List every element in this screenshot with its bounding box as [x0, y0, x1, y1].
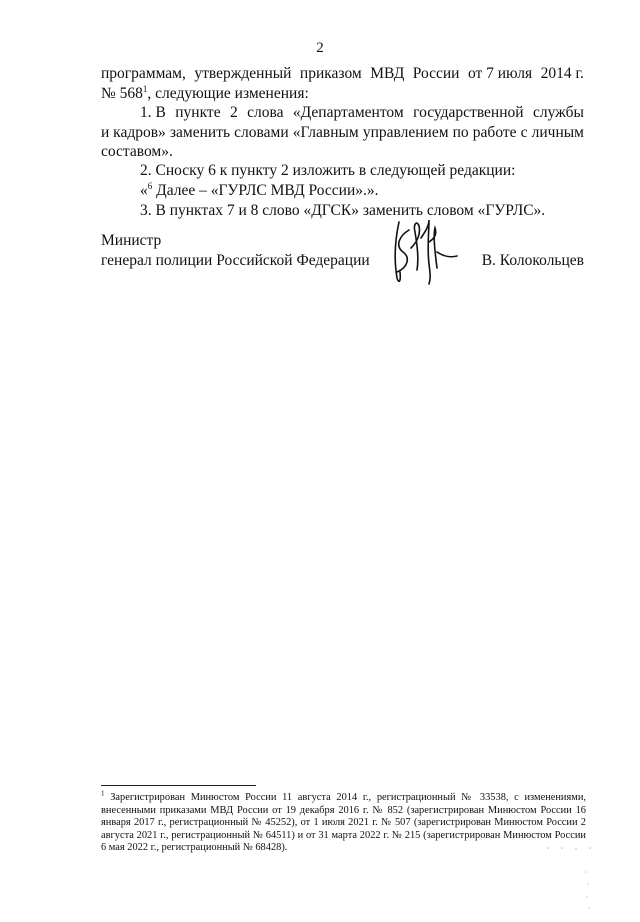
- word: управлением: [362, 123, 449, 141]
- paragraph-4: [101, 181, 584, 201]
- footnote-reference: 1: [142, 83, 148, 94]
- word: МВД: [370, 65, 405, 82]
- word: 2: [229, 104, 238, 121]
- word: программам,: [101, 65, 186, 82]
- signatory-title: Министр: [101, 232, 162, 249]
- paragraph-1-line-1: [101, 64, 584, 84]
- word: России: [412, 65, 460, 82]
- paragraph-3-line-1: 2. Сноску 6 к пункту 2 изложить в следующей редакции:: [140, 162, 516, 179]
- word: приказом: [299, 65, 362, 82]
- text-segment: Далее – «ГУРЛС МВД России».».: [152, 182, 379, 199]
- paragraph-3: [101, 161, 584, 181]
- paragraph-2-line-2: [101, 123, 584, 143]
- word: утвержденный: [194, 65, 292, 82]
- paragraph-2-line-3: составом».: [101, 143, 173, 160]
- word: заменить: [169, 123, 231, 141]
- word: 2014 г.: [540, 65, 584, 82]
- word: государственной: [413, 104, 524, 121]
- paragraph-5: [101, 201, 584, 221]
- text-segment: , следующие изменения:: [147, 84, 309, 102]
- word: по: [452, 123, 469, 141]
- word: работе: [472, 123, 517, 141]
- footnote-text: Зарегистрирован Минюстом России 11 августа 2014 г., регистрационный № 33538, с изменениями, внесенными приказами МВД России от 19 декабря 2016 г. № 852 (зарегистрирован Минюстом России 16 января 2017 г., регистрационный № 45252), от 1 июля 2021 г. № 507 (зарегистрирован Минюстом России 2 августа 2021 г., регистрационный № 64511) и от 31 марта 2022 г. № 215 (зарегистрирован Минюстом России 6 мая 2022 г., регистрационный № 68428).: [101, 792, 586, 854]
- footnote-marker: 1: [101, 789, 105, 798]
- paragraph-1: [101, 64, 584, 103]
- paragraph-5-line-1: 3. В пунктах 7 и 8 слово «ДГСК» заменить словом «ГУРЛС».: [140, 202, 546, 219]
- signatory-rank: генерал полиции Российской Федерации: [101, 252, 370, 269]
- open-quote: «: [140, 182, 148, 199]
- word: пункте: [175, 104, 221, 121]
- word: личным: [531, 123, 584, 141]
- paragraph-2: [101, 103, 584, 162]
- footnote: [101, 789, 586, 855]
- word: и кадров»: [101, 123, 166, 141]
- page-number: 2: [316, 40, 324, 56]
- footnote-reference: 6: [147, 180, 153, 191]
- word: 1. В: [140, 104, 166, 121]
- paragraph-4-line-1: [101, 181, 584, 201]
- paragraph-1-line-2: [101, 84, 584, 104]
- word: словами: [234, 123, 289, 141]
- word: «Департаментом: [292, 104, 404, 121]
- scan-artifact-dots: [540, 842, 600, 922]
- signatory-name: В. Колокольцев: [481, 252, 584, 269]
- word: с: [520, 123, 528, 141]
- word: слова: [247, 104, 284, 121]
- paragraph-2-line-1: [101, 103, 584, 123]
- word: службы: [532, 104, 584, 121]
- order-number: № 568: [101, 84, 143, 102]
- word: «Главным: [292, 123, 359, 141]
- footnote-separator: [101, 785, 256, 786]
- handwritten-signature: [385, 212, 465, 292]
- word: от 7 июля: [467, 65, 533, 82]
